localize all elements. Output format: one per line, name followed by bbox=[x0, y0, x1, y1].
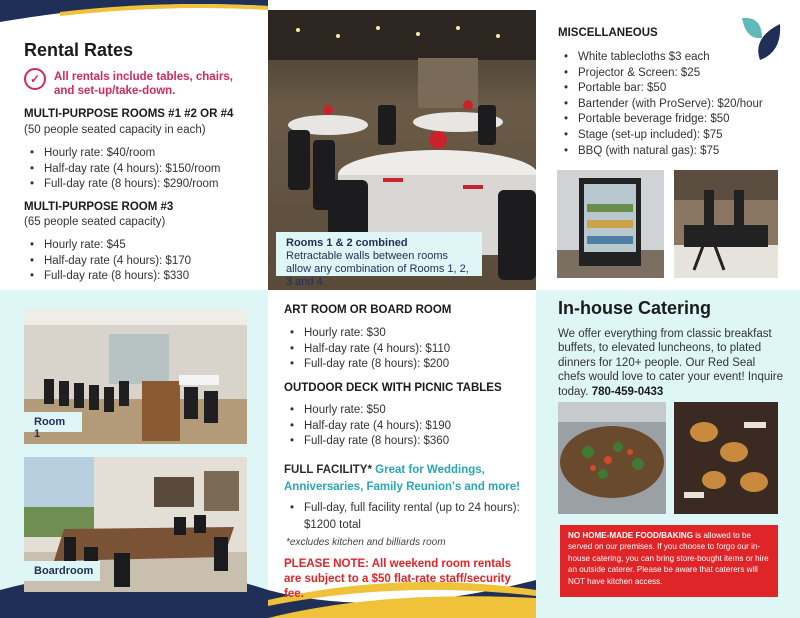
catering-title: In-house Catering bbox=[558, 298, 712, 318]
rate-item: • Full-day rate (8 hours): $360 bbox=[284, 434, 529, 450]
caption-title: Rooms 1 & 2 combined bbox=[286, 237, 408, 249]
catering-text bbox=[558, 327, 783, 399]
art-room-rate-list bbox=[284, 326, 529, 373]
rate-item: • Half-day rate (4 hours): $110 bbox=[284, 342, 529, 358]
rate-item: • Full-day rate (8 hours): $290/room bbox=[24, 177, 264, 193]
rate-item: • Full-day rate (8 hours): $330 bbox=[24, 269, 264, 285]
rate-item: • Full-day, full facility rental (up to 24 hours): $1200 total bbox=[284, 500, 529, 534]
full-facility-highlight: Great for Weddings, Anniversaries, Family Reunion's and more! bbox=[284, 464, 520, 493]
multi-rooms-heading: MULTI-PURPOSE ROOMS #1 #2 OR #4 bbox=[24, 108, 234, 120]
room1-label: Room 1 bbox=[24, 412, 82, 432]
full-facility-rate-list bbox=[284, 500, 529, 534]
top-corner-swoosh bbox=[0, 0, 268, 36]
room3-heading: MULTI-PURPOSE ROOM #3 bbox=[24, 201, 174, 213]
misc-item: • Projector & Screen: $25 bbox=[558, 66, 788, 82]
outside-food-notice bbox=[560, 525, 778, 597]
rate-item: • Hourly rate: $40/room bbox=[24, 146, 264, 162]
rate-item: • Half-day rate (4 hours): $190 bbox=[284, 419, 529, 435]
stage-photo bbox=[674, 170, 778, 278]
deck-heading: OUTDOOR DECK WITH PICNIC TABLES bbox=[284, 382, 502, 394]
misc-list bbox=[558, 50, 788, 159]
caption-text: Retractable walls between rooms allow any combination of Rooms 1, 2, 3 and 4. bbox=[286, 250, 469, 288]
catering-phone[interactable]: 780-459-0433 bbox=[591, 385, 664, 398]
notice-text: is allowed to be served on our premises. If you choose to forgo our in-house catering, you can bring store-bought items or hire an outside caterer. Please be aware that caterers will NOT have kitchen access. bbox=[568, 531, 769, 586]
misc-item: • Portable beverage fridge: $50 bbox=[558, 112, 788, 128]
misc-item: • Stage (set-up included): $75 bbox=[558, 128, 788, 144]
rental-rates-title: Rental Rates bbox=[24, 40, 134, 60]
misc-title: MISCELLANEOUS bbox=[558, 27, 658, 39]
check-circle-icon: ✓ bbox=[24, 68, 46, 90]
combined-rooms-caption bbox=[276, 232, 482, 288]
full-facility-footnote: *excludes kitchen and billiards room bbox=[286, 537, 446, 548]
art-room-heading: ART ROOM OR BOARD ROOM bbox=[284, 304, 452, 316]
notice-bold: NO HOME-MADE FOOD/BAKING bbox=[568, 531, 693, 540]
room3-capacity: (65 people seated capacity) bbox=[24, 216, 166, 228]
full-facility-title: FULL FACILITY* bbox=[284, 464, 372, 476]
misc-item: • Portable bar: $50 bbox=[558, 81, 788, 97]
multi-rooms-capacity: (50 people seated capacity in each) bbox=[24, 124, 206, 136]
stir-fry-photo bbox=[558, 402, 666, 514]
rate-item: • Full-day rate (8 hours): $200 bbox=[284, 357, 529, 373]
misc-item: • BBQ (with natural gas): $75 bbox=[558, 144, 788, 160]
fridge-photo bbox=[557, 170, 664, 278]
multi-rooms-rate-list bbox=[24, 146, 264, 193]
rate-item: • Half-day rate (4 hours): $170 bbox=[24, 254, 264, 270]
misc-item: • White tablecloths $3 each bbox=[558, 50, 788, 66]
pastries-photo bbox=[674, 402, 778, 514]
room3-rate-list bbox=[24, 238, 264, 285]
catering-description: We offer everything from classic breakfast buffets, to elevated luncheons, to plated dinners for 120+ people. Our Red Seal chefs would love to cater your event! Inquire today. bbox=[558, 328, 784, 398]
deck-rate-list bbox=[284, 403, 529, 450]
boardroom-label: Boardroom bbox=[24, 561, 100, 581]
misc-item: • Bartender (with ProServe): $20/hour bbox=[558, 97, 788, 113]
weekend-fee-note: PLEASE NOTE: All weekend room rentals are subject to a $50 flat-rate staff/security fee. bbox=[284, 558, 512, 600]
rate-item: • Hourly rate: $50 bbox=[284, 403, 529, 419]
rate-item: • Half-day rate (4 hours): $150/room bbox=[24, 162, 264, 178]
full-facility-heading bbox=[284, 462, 529, 496]
rate-item: • Hourly rate: $30 bbox=[284, 326, 529, 342]
included-note: All rentals include tables, chairs, and set-up/take-down. bbox=[54, 71, 233, 97]
rate-item: • Hourly rate: $45 bbox=[24, 238, 264, 254]
